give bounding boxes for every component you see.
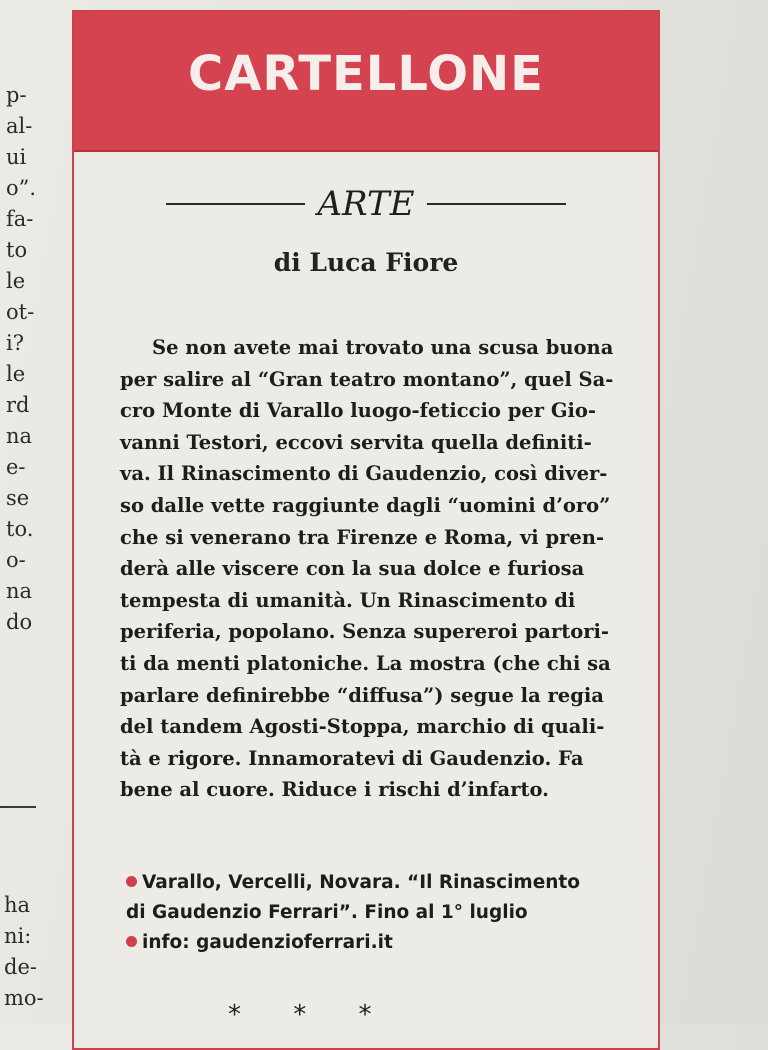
cartellone-box <box>72 10 660 1050</box>
adjacent-text-fragment: p- <box>6 83 27 107</box>
adjacent-text-fragment: o”. <box>6 176 37 200</box>
section-label: ARTE <box>317 184 415 224</box>
asterism-separator: * * * <box>228 1000 394 1030</box>
adjacent-text-fragment: ot- <box>6 300 35 324</box>
adjacent-text-fragment: to <box>6 238 28 262</box>
article-line: tempesta di umanità. Un Rinascimento di <box>120 588 576 612</box>
article-line: vanni Testori, eccovi servita quella definiti- <box>120 430 592 454</box>
adjacent-text-fragment: le <box>6 362 26 386</box>
article-line: del tandem Agosti-Stoppa, marchio di quali- <box>120 715 605 739</box>
adjacent-text-fragment: o- <box>6 548 26 572</box>
red-bullet-icon <box>126 876 137 887</box>
article-line: bene al cuore. Riduce i rischi d’infarto. <box>120 778 549 802</box>
adjacent-text-fragment: e- <box>6 455 26 479</box>
adjacent-column-divider <box>0 806 36 808</box>
article-line: tà e rigore. Innamoratevi di Gaudenzio. Fa <box>120 746 584 770</box>
article-line: Se non avete mai trovato una scusa buona <box>152 336 614 359</box>
article-line: cro Monte di Varallo luogo-feticcio per Gio- <box>120 399 596 423</box>
section-rule-left <box>166 203 305 205</box>
adjacent-text-fragment: do <box>6 610 33 634</box>
adjacent-text-fragment: mo- <box>4 986 44 1010</box>
event-details-cont <box>126 898 638 928</box>
adjacent-text-fragment: de- <box>4 955 37 979</box>
article-body <box>120 332 638 806</box>
adjacent-text-fragment: ni: <box>4 924 32 948</box>
adjacent-text-fragment: rd <box>6 393 30 417</box>
article-line: va. Il Rinascimento di Gaudenzio, così diver- <box>120 462 608 486</box>
adjacent-column-bottom <box>0 890 60 1014</box>
event-location-title: Varallo, Vercelli, Novara. “Il Rinascimento <box>142 872 580 893</box>
adjacent-text-fragment: fa- <box>6 207 34 231</box>
header-title: CARTELLONE <box>188 46 544 102</box>
section-heading <box>166 184 566 224</box>
adjacent-text-fragment: se <box>6 486 30 510</box>
adjacent-text-fragment: na <box>6 424 33 448</box>
event-dates: di Gaudenzio Ferrari”. Fino al 1° luglio <box>126 902 528 923</box>
article-line: ti da menti platoniche. La mostra (che chi sa <box>120 651 611 675</box>
article-line: periferia, popolano. Senza supereroi partori- <box>120 620 610 644</box>
event-info <box>126 868 638 958</box>
event-website: info: gaudenzioferrari.it <box>142 932 393 953</box>
section-rule-right <box>427 203 566 205</box>
event-website-row <box>126 928 638 958</box>
adjacent-text-fragment: to. <box>6 517 34 541</box>
adjacent-text-fragment: le <box>6 269 26 293</box>
article-line: per salire al “Gran teatro montano”, quel Sa- <box>120 367 614 391</box>
adjacent-text-fragment: i? <box>6 331 24 355</box>
event-details <box>126 868 638 898</box>
adjacent-text-fragment: na <box>6 579 33 603</box>
article-line: so dalle vette raggiunte dagli “uomini d’oro” <box>120 493 611 517</box>
article-line: che si venerano tra Firenze e Roma, vi pren- <box>120 525 605 549</box>
adjacent-text-fragment: ha <box>4 893 31 917</box>
header-banner <box>74 12 658 152</box>
adjacent-column-top <box>0 80 60 638</box>
article-line: derà alle viscere con la sua dolce e furiosa <box>120 557 585 581</box>
red-bullet-icon <box>126 936 137 947</box>
adjacent-text-fragment: ui <box>6 145 27 169</box>
adjacent-text-fragment: al- <box>6 114 33 138</box>
article-line: parlare definirebbe “diffusa”) segue la regia <box>120 683 604 707</box>
byline: di Luca Fiore <box>273 248 459 277</box>
